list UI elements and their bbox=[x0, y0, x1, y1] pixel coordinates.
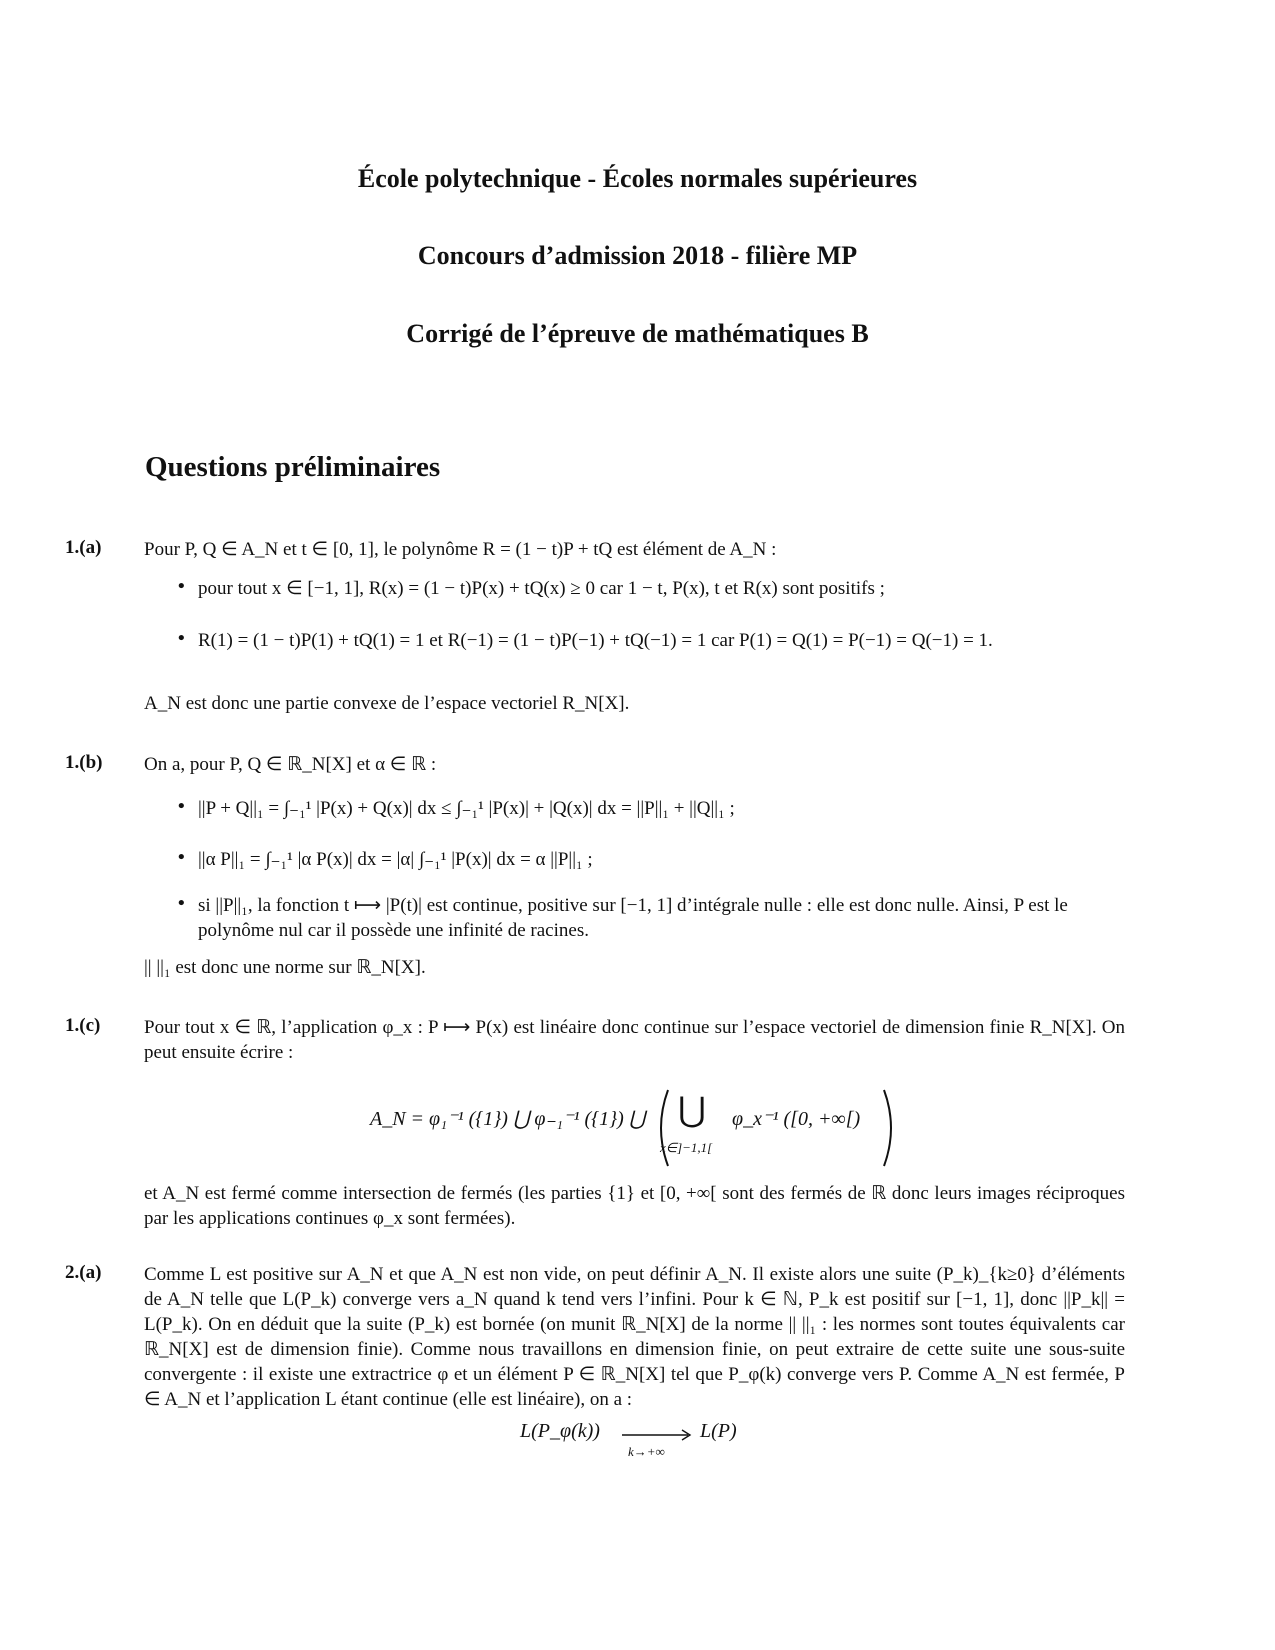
q1b-intro: On a, pour P, Q ∈ ℝ_N[X] et α ∈ ℝ : bbox=[144, 754, 437, 775]
question-label-1b: 1.(b) bbox=[65, 752, 103, 773]
big-union-symbol: ⋃ bbox=[678, 1092, 706, 1129]
bullet-mark: • bbox=[176, 847, 187, 868]
q1c-conclusion: et A_N est fermé comme intersection de fermés (les parties {1} et [0, +∞[ sont des fermés de ℝ donc leurs images réciproques par les applications continues φ_x sont fermées). bbox=[144, 1183, 1125, 1229]
limit-subscript: k→+∞ bbox=[628, 1444, 665, 1459]
limit-lhs: L(P_φ(k)) bbox=[520, 1420, 600, 1442]
bullet-mark: • bbox=[176, 628, 187, 649]
question-label-1c: 1.(c) bbox=[65, 1015, 101, 1036]
q2a-text: Comme L est positive sur A_N et que A_N est non vide, on peut définir A_N. Il existe alors une suite (P_k)_{k≥0} d’éléments de A_N telle que L(P_k) converge vers a_N quand k tend vers l’infini. Pour k ∈ ℕ, P_k est positif sur [−1, 1], donc ||P_k|| = L(P_k). On en déduit que la suite (P_k) est bornée (on munit ℝ_N[X] de la norme || ||₁ : les normes sont toutes équivalents car ℝ_N[X] est de dimension finie). Comme nous travaillons en dimension finie, on peut extraire de cette suite une sous-suite convergente : il existe une extractrice φ et un élément P ∈ ℝ_N[X] tel que P_φ(k) converge vers P. Comme A_N est fermée, P ∈ A_N et l’application L étant continue (elle est linéaire), on a : bbox=[144, 1264, 1125, 1410]
bullet-mark: • bbox=[176, 576, 187, 597]
equation-term: φ_x⁻¹ ([0, +∞[) bbox=[732, 1108, 861, 1130]
section-title: Questions préliminaires bbox=[145, 451, 441, 483]
q1b-conclusion: || ||₁ est donc une norme sur ℝ_N[X]. bbox=[144, 957, 426, 978]
q1a-intro: Pour P, Q ∈ A_N et t ∈ [0, 1], le polynôme R = (1 − t)P + tQ est élément de A_N : bbox=[144, 539, 777, 560]
q1b-bullet-1: ||P + Q||₁ = ∫₋₁¹ |P(x) + Q(x)| dx ≤ ∫₋₁¹ |P(x)| + |Q(x)| dx = ||P||₁ + ||Q||₁ ; bbox=[198, 798, 735, 819]
bullet-mark: • bbox=[176, 796, 187, 817]
big-paren-left bbox=[652, 1088, 672, 1168]
equation-lhs: A_N = φ₁⁻¹ ({1}) ⋃ φ₋₁⁻¹ ({1}) ⋃ bbox=[370, 1108, 646, 1130]
bullet-mark: • bbox=[176, 893, 187, 914]
limit-rhs: L(P) bbox=[700, 1420, 737, 1442]
big-paren-right bbox=[880, 1088, 900, 1168]
header-line-1: École polytechnique - Écoles normales supérieures bbox=[357, 164, 918, 193]
q1c-intro: Pour tout x ∈ ℝ, l’application φ_x : P ⟼ P(x) est linéaire donc continue sur l’espace vectoriel de dimension finie R_N[X]. On peut ensuite écrire : bbox=[144, 1017, 1125, 1063]
header-line-3: Corrigé de l’épreuve de mathématiques B bbox=[406, 319, 869, 348]
q1b-bullet-3: si ||P||₁, la fonction t ⟼ |P(t)| est continue, positive sur [−1, 1] d’intégrale nulle : elle est donc nulle. Ainsi, P est le polynôme nul car il possède une infinité de racines. bbox=[198, 895, 1068, 941]
header-line-2: Concours d’admission 2018 - filière MP bbox=[417, 241, 858, 270]
limit-arrow bbox=[620, 1428, 694, 1442]
q1a-conclusion: A_N est donc une partie convexe de l’espace vectoriel R_N[X]. bbox=[144, 693, 630, 714]
q1a-bullet-2: R(1) = (1 − t)P(1) + tQ(1) = 1 et R(−1) = (1 − t)P(−1) + tQ(−1) = 1 car P(1) = Q(1) = P(−1) = Q(−1) = 1. bbox=[198, 630, 993, 651]
question-label-1a: 1.(a) bbox=[65, 537, 102, 558]
union-index: x∈]−1,1[ bbox=[660, 1140, 713, 1155]
q2a-limit-equation bbox=[520, 1420, 780, 1468]
q1c-equation bbox=[360, 1088, 920, 1168]
q1b-bullet-2: ||α P||₁ = ∫₋₁¹ |α P(x)| dx = |α| ∫₋₁¹ |P(x)| dx = α ||P||₁ ; bbox=[198, 849, 593, 870]
q1a-bullet-1: pour tout x ∈ [−1, 1], R(x) = (1 − t)P(x) + tQ(x) ≥ 0 car 1 − t, P(x), t et R(x) sont positifs ; bbox=[198, 578, 885, 599]
question-label-2a: 2.(a) bbox=[65, 1262, 102, 1283]
